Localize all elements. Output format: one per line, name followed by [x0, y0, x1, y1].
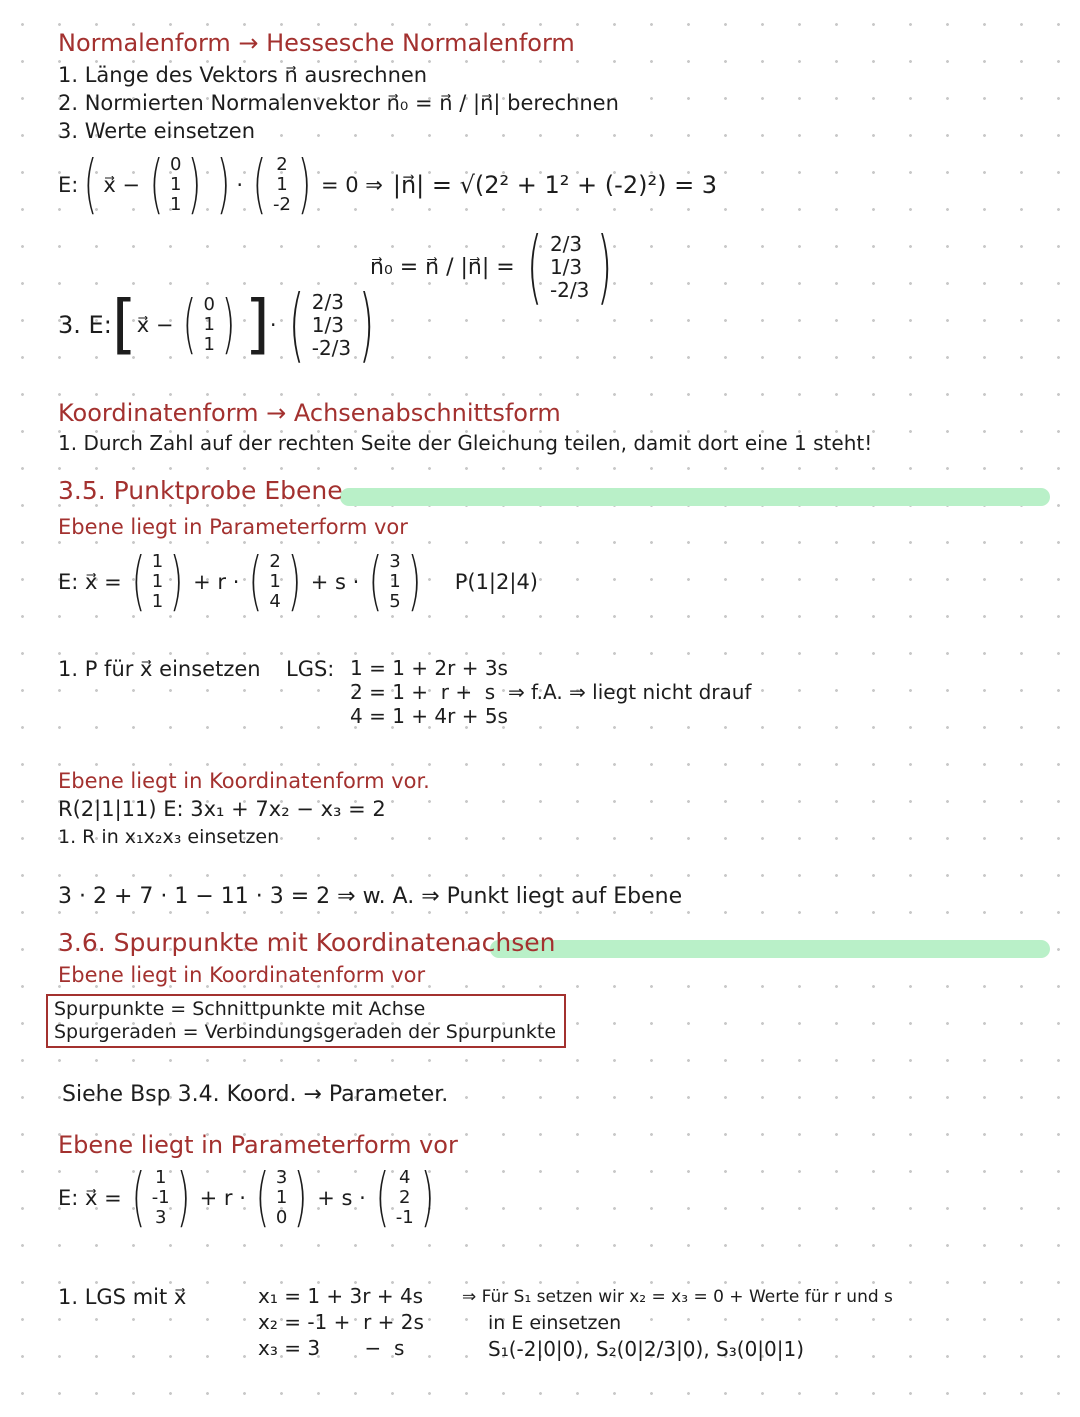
- s36-sub1: Ebene liegt in Koordinatenform vor: [58, 963, 426, 987]
- s35-sub2: Ebene liegt in Koordinatenform vor.: [58, 769, 430, 793]
- hesse-title: Normalenform → Hessesche Normalenform: [58, 29, 575, 57]
- heading-36: 3.6. Spurpunkte mit Koordinatenachsen: [58, 928, 556, 957]
- s35-plane-equation: E: x⃗ = ( 1 1 1 ) + r · ( 2 1 4 ) + s · ( 3 1 5 ) P(1|2|4): [58, 545, 539, 619]
- hesse-equation: E: ( x⃗ − ( 0 1 1 ) ) · ( 2 1 -2 ) = 0 ⇒ |n⃗| = √(2² + 1² + (-2)²) = 3: [58, 148, 718, 222]
- n0-vector: ( 2/3 1/3 -2/3 ): [526, 220, 613, 313]
- n0-expression: n⃗₀ = n⃗ / |n⃗| =: [370, 254, 515, 280]
- normal-vector: ( 2 1 -2 ): [252, 148, 312, 222]
- s36-lgs-1: x₁ = 1 + 3r + 4s: [258, 1284, 424, 1308]
- eq-zero: = 0 ⇒: [320, 173, 383, 197]
- s35-step1: 1. P für x⃗ einsetzen: [58, 657, 261, 681]
- box-line-2: Spurgeraden = Verbindungsgeraden der Spurpunkte: [54, 1021, 557, 1043]
- heading-35: 3.5. Punktprobe Ebene: [58, 476, 343, 505]
- s35-coord-line: R(2|1|11) E: 3x₁ + 7x₂ − x₃ = 2: [58, 797, 386, 821]
- x-vector: x⃗: [103, 173, 116, 197]
- s36-result: S₁(-2|0|0), S₂(0|2/3|0), S₃(0|0|1): [488, 1337, 805, 1361]
- point-p: P(1|2|4): [454, 570, 539, 594]
- hesse-form-equation: 3. E: [ x⃗ − ( 0 1 1 ) ] · ( 2/3 1/3 -2/3 ): [58, 282, 386, 368]
- n0-vector-2: ( 2/3 1/3 -2/3 ): [288, 278, 375, 371]
- box-line-1: Spurpunkte = Schnittpunkte mit Achse: [54, 998, 426, 1020]
- s36-ref: Siehe Bsp 3.4. Koord. → Parameter.: [62, 1082, 449, 1107]
- s35-check: 3 · 2 + 7 · 1 − 11 · 3 = 2 ⇒ w. A. ⇒ Punkt liegt auf Ebene: [58, 884, 683, 909]
- s35-lgs-1: 1 = 1 + 2r + 3s: [350, 656, 508, 680]
- support-vector-2: ( 0 1 1 ): [183, 288, 236, 362]
- hesse-step-2: 2. Normierten Normalenvektor n⃗₀ = n⃗ / |n⃗| berechnen: [58, 91, 619, 115]
- definition-box: [46, 994, 566, 1048]
- support-vector: ( 0 1 1 ): [149, 148, 202, 222]
- hesse-step-3: 3. Werte einsetzen: [58, 119, 256, 143]
- norm-expression: |n⃗| = √(2² + 1² + (-2)²) = 3: [392, 171, 718, 199]
- s36-plane-equation: E: x⃗ = ( 1 -1 3 ) + r · ( 3 1 0 ) + s · ( 4 2 -1 ): [58, 1161, 435, 1235]
- s35-lgs-label: LGS:: [286, 657, 335, 681]
- s36-note1: ⇒ Für S₁ setzen wir x₂ = x₃ = 0 + Werte für r und s: [462, 1287, 893, 1307]
- s36-note2: in E einsetzen: [488, 1312, 622, 1334]
- step3-prefix: 3. E:: [58, 311, 112, 339]
- n0-equation: [370, 220, 625, 313]
- s36-lgs-3: x₃ = 3 − s: [258, 1336, 405, 1360]
- hesse-step-1: 1. Länge des Vektors n⃗ ausrechnen: [58, 63, 428, 87]
- s36-step1: 1. LGS mit x⃗: [58, 1285, 187, 1309]
- s35-sub1: Ebene liegt in Parameterform vor: [58, 515, 408, 539]
- koord-step: 1. Durch Zahl auf der rechten Seite der Gleichung teilen, damit dort eine 1 steht!: [58, 431, 873, 455]
- heading-highlight-36: [490, 940, 1050, 958]
- s35-coord-step: 1. R in x₁x₂x₃ einsetzen: [58, 826, 280, 848]
- s35-lgs-3: 4 = 1 + 4r + 5s: [350, 704, 508, 728]
- s36-lgs-2: x₂ = -1 + r + 2s: [258, 1310, 424, 1334]
- heading-highlight-35: [340, 488, 1050, 506]
- s36-sub2: Ebene liegt in Parameterform vor: [58, 1131, 458, 1159]
- koord-title: Koordinatenform → Achsenabschnittsform: [58, 399, 561, 427]
- s35-lgs-2: 2 = 1 + r + s ⇒ f.A. ⇒ liegt nicht drauf: [350, 680, 752, 704]
- eq-prefix: E:: [58, 173, 79, 197]
